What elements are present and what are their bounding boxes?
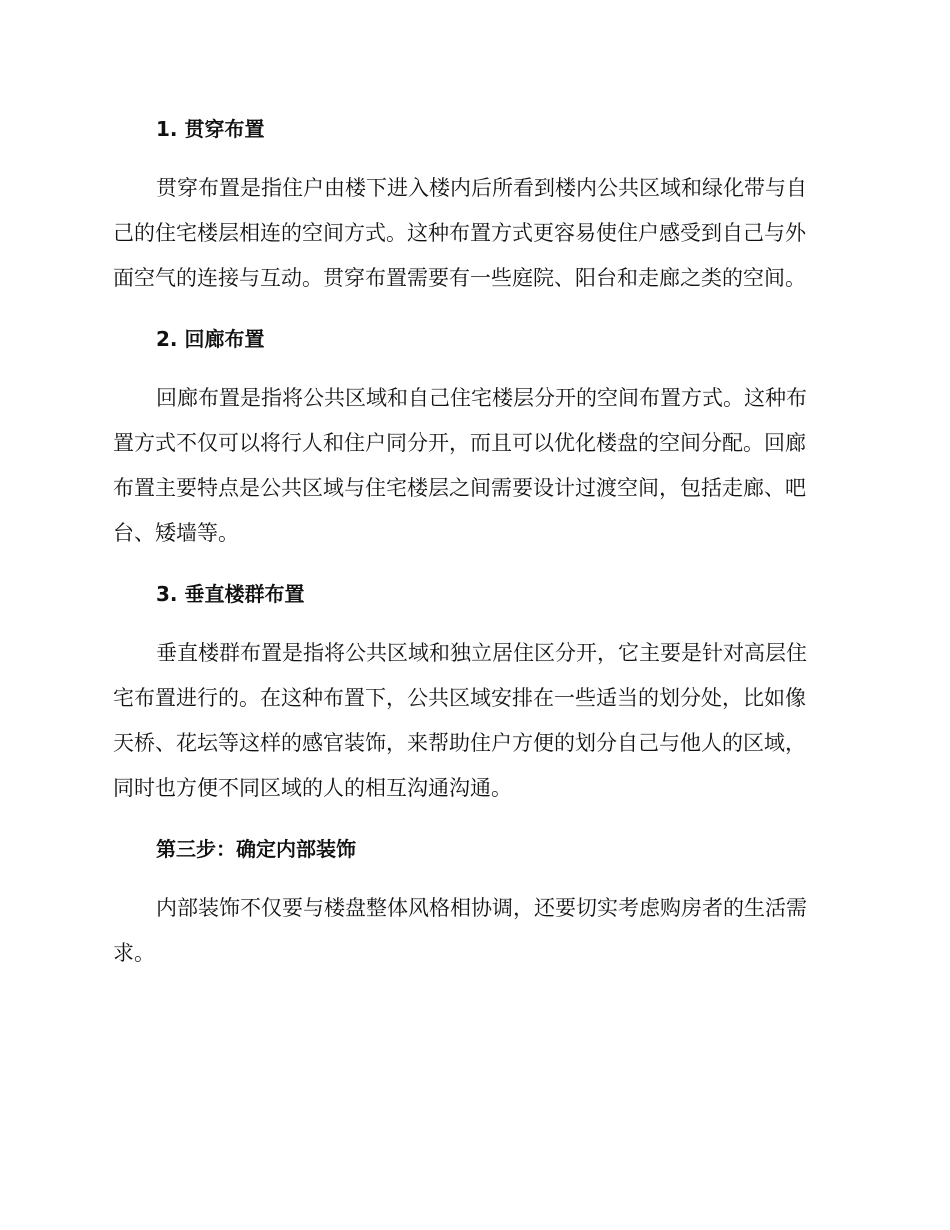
- section-heading-step-three: 第三步：确定内部装饰: [156, 837, 356, 861]
- section-body-step-three: 内部装饰不仅要与楼盘整体风格相协调，还要切实考虑购房者的生活需 求。: [113, 896, 807, 965]
- section-body-corridor-layout: 回廊布置是指将公共区域和自己住宅楼层分开的空间布置方式。这种布 置方式不仅可以将行人和住户同分开，而且可以优化楼盘的空间分配。回廊 布置主要特点是公共区域与住宅楼层之间需要设计过渡空间，包括走廊、吧 台、矮墙等。: [113, 386, 807, 545]
- document-page: [113, 111, 835, 976]
- section-body-vertical-cluster-layout: 垂直楼群布置是指将公共区域和独立居住区分开，它主要是针对高层住 宅布置进行的。在这种布置下，公共区域安排在一些适当的划分处，比如像 天桥、花坛等这样的感官装饰，来帮助住户方便的划分自己与他人的区域， 同时也方便不同区域的人的相互沟通沟通。: [113, 641, 807, 800]
- section-body-through-layout: 贯穿布置是指住户由楼下进入楼内后所看到楼内公共区域和绿化带与自 己的住宅楼层相连的空间方式。这种布置方式更容易使住户感受到自己与外 面空气的连接与互动。贯穿布置需要有一些庭院、阳台和走廊之类的空间。: [113, 176, 807, 290]
- section-heading-corridor-layout: 2. 回廊布置: [156, 327, 265, 351]
- section-heading-through-layout: 1. 贯穿布置: [156, 117, 265, 141]
- section-heading-vertical-cluster-layout: 3. 垂直楼群布置: [156, 582, 305, 606]
